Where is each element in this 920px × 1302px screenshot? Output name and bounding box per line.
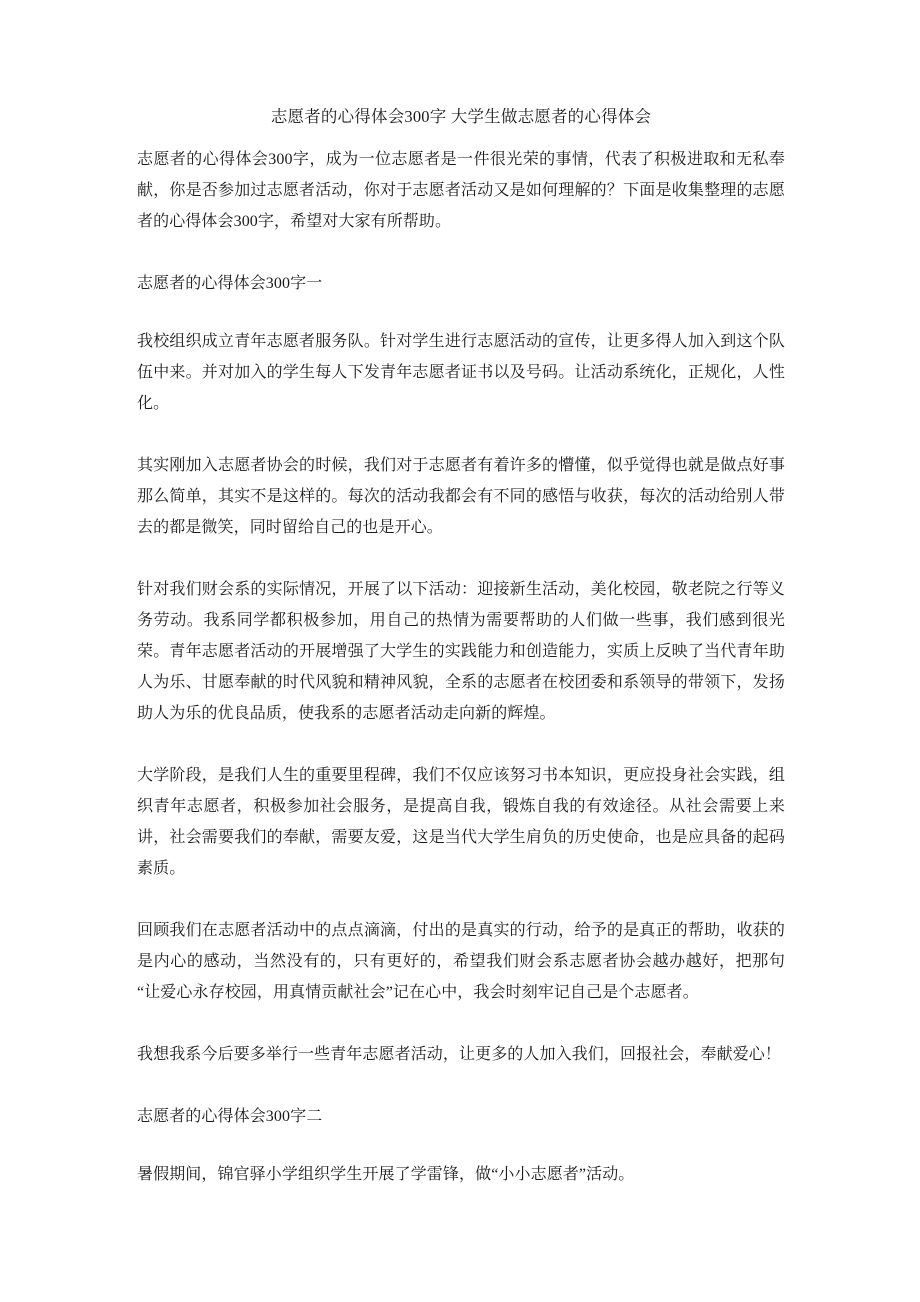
section-1-paragraph-2: 其实刚加入志愿者协会的时候，我们对于志愿者有着许多的懵懂，似乎觉得也就是做点好事那么简单，其实不是这样的。每次的活动我都会有不同的感悟与收获，每次的活动给别人带去的都是微笑，同时留给自己的也是开心。 <box>137 457 785 536</box>
spacer <box>137 419 785 450</box>
spacer <box>137 299 785 326</box>
section-1-paragraph-1: 我校组织成立青年志愿者服务队。针对学生进行志愿活动的宣传，让更多得人加入到这个队伍中来。并对加入的学生每人下发青年志愿者证书以及号码。让活动系统化，正规化，人性化。 <box>137 333 785 412</box>
spacer <box>137 543 785 574</box>
spacer <box>137 1132 785 1159</box>
spacer <box>137 1070 785 1101</box>
section-heading-2: 志愿者的心得体会300字二 <box>137 1108 323 1125</box>
page-title: 志愿者的心得体会300字 大学生做志愿者的心得体会 <box>270 107 652 126</box>
section-1-paragraph-4: 大学阶段，是我们人生的重要里程碑，我们不仅应该努习书本知识，更应投身社会实践，组织青年志愿者，积极参加社会服务，是提高自我，锻炼自我的有效途径。从社会需要上来讲，社会需要我们的奉献，需要友爱，这是当代大学生肩负的历史使命，也是应具备的起码素质。 <box>137 767 785 877</box>
spacer <box>137 729 785 760</box>
spacer <box>137 237 785 268</box>
spacer <box>137 1008 785 1039</box>
section-2-paragraph-1: 暑假期间，锦官驿小学组织学生开展了学雷锋，做“小小志愿者”活动。 <box>137 1166 635 1183</box>
section-1-paragraph-6: 我想我系今后要多举行一些青年志愿者活动，让更多的人加入我们，回报社会，奉献爱心！ <box>137 1046 782 1063</box>
section-1-paragraph-3: 针对我们财会系的实际情况，开展了以下活动：迎接新生活动，美化校园，敬老院之行等义务劳动。我系同学都积极参加，用自己的热情为需要帮助的人们做一些事，我们感到很光荣。青年志愿者活动的开展增强了大学生的实践能力和创造能力，实质上反映了当代青年助人为乐、甘愿奉献的时代风貌和精神风貌，全系的志愿者在校团委和系领导的带领下，发扬助人为乐的优良品质，使我系的志愿者活动走向新的辉煌。 <box>137 581 785 722</box>
spacer <box>137 884 785 915</box>
lead-paragraph: 志愿者的心得体会300字，成为一位志愿者是一件很光荣的事情，代表了积极进取和无私奉献，你是否参加过志愿者活动，你对于志愿者活动又是如何理解的？下面是收集整理的志愿者的心得体会300字，希望对大家有所帮助。 <box>137 151 785 230</box>
section-heading-1: 志愿者的心得体会300字一 <box>137 275 323 292</box>
document-content <box>137 104 785 1190</box>
section-1-paragraph-5: 回顾我们在志愿者活动中的点点滴滴，付出的是真实的行动，给予的是真正的帮助，收获的是内心的感动，当然没有的，只有更好的，希望我们财会系志愿者协会越办越好，把那句“让爱心永存校园，用真情贡献社会”记在心中，我会时刻牢记自己是个志愿者。 <box>137 922 785 1001</box>
